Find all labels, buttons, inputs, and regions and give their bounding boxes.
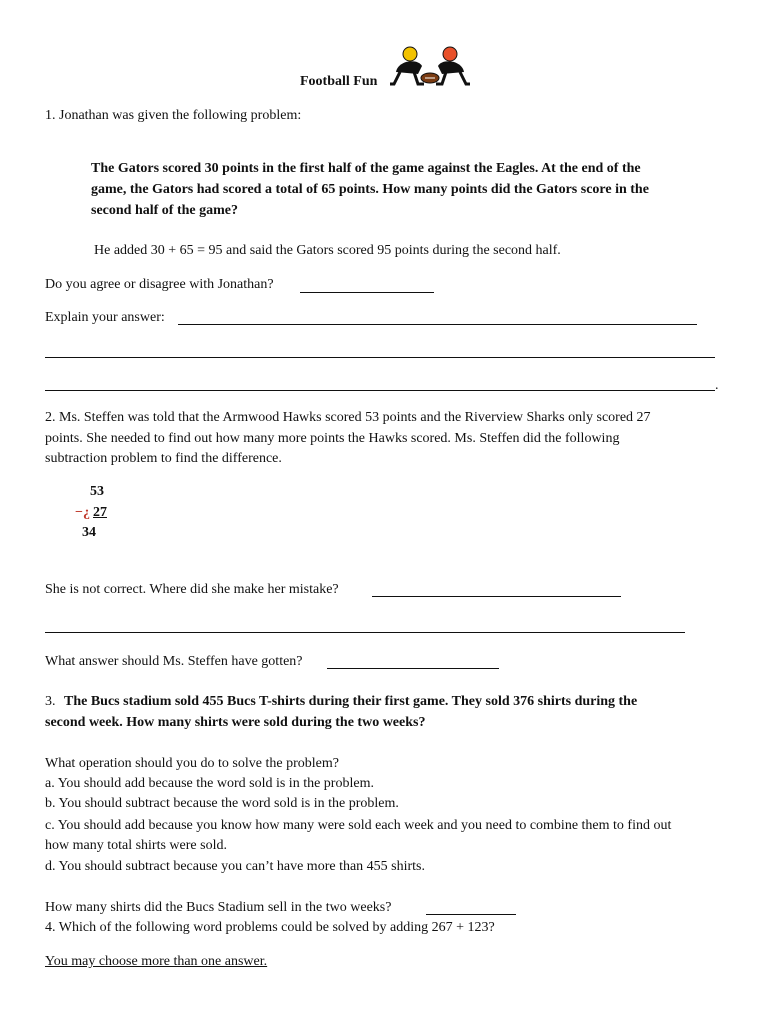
q2-result: 34 <box>82 525 96 540</box>
q4-note: You may choose more than one answer. <box>45 954 268 969</box>
football-players-icon <box>388 44 472 92</box>
q4-question: 4. Which of the following word problems could be solved by adding 267 + 123? <box>45 920 495 935</box>
q2-line3: subtraction problem to find the difference. <box>45 451 282 466</box>
q1-explain-answer-line[interactable] <box>178 324 697 325</box>
q3-total-answer-line[interactable] <box>426 914 516 915</box>
q2-line2: points. She needed to find out how many more points the Hawks scored. Ms. Steffen did the following <box>45 431 620 446</box>
q2-minus-sign: −¿ <box>75 505 90 520</box>
q3-number: 3. <box>45 694 56 709</box>
q2-line1: 2. Ms. Steffen was told that the Armwood Hawks scored 53 points and the Riverview Sharks only scored 27 <box>45 410 651 425</box>
q3-option-c-line1[interactable]: c. You should add because you know how many were sold each week and you need to combine them to find out <box>45 818 672 833</box>
q2-bottom-number: 27 <box>93 505 107 520</box>
q3-problem-line2: second week. How many shirts were sold during the two weeks? <box>45 715 426 730</box>
q3-option-b[interactable]: b. You should subtract because the word sold is in the problem. <box>45 796 399 811</box>
q1-work: He added 30 + 65 = 95 and said the Gators scored 95 points during the second half. <box>94 243 561 258</box>
q1-problem-line2: game, the Gators had scored a total of 65 points. How many points did the Gators score in the <box>91 182 649 197</box>
q2-mistake-answer-line[interactable] <box>372 596 621 597</box>
q3-option-d[interactable]: d. You should subtract because you can’t have more than 455 shirts. <box>45 859 426 874</box>
q2-mistake-prompt: She is not correct. Where did she make her mistake? <box>45 582 339 597</box>
q1-explain-prompt: Explain your answer: <box>45 310 165 325</box>
q2-mistake-answer-line-2[interactable] <box>45 632 685 633</box>
q3-problem-line1: The Bucs stadium sold 455 Bucs T-shirts during their first game. They sold 376 shirts during the <box>64 694 638 709</box>
q1-agree-answer-line[interactable] <box>300 292 434 293</box>
q1-agree-prompt: Do you agree or disagree with Jonathan? <box>45 277 274 292</box>
page-title: Football Fun <box>300 74 378 89</box>
q1-problem-line3: second half of the game? <box>91 203 238 218</box>
q1-intro: 1. Jonathan was given the following problem: <box>45 108 302 123</box>
q1-end-mark: . <box>715 378 719 393</box>
q2-answer-prompt: What answer should Ms. Steffen have gotten? <box>45 654 303 669</box>
q1-explain-answer-line-3[interactable] <box>45 390 715 391</box>
q2-top-number: 53 <box>90 484 104 499</box>
q2-answer-line[interactable] <box>327 668 499 669</box>
q3-operation-prompt: What operation should you do to solve the problem? <box>45 756 339 771</box>
q1-explain-answer-line-2[interactable] <box>45 357 715 358</box>
q3-option-a[interactable]: a. You should add because the word sold is in the problem. <box>45 776 374 791</box>
q3-total-prompt: How many shirts did the Bucs Stadium sell in the two weeks? <box>45 900 392 915</box>
q3-option-c-line2[interactable]: how many total shirts were sold. <box>45 838 227 853</box>
q1-problem-line1: The Gators scored 30 points in the first half of the game against the Eagles. At the end of the <box>91 161 641 176</box>
